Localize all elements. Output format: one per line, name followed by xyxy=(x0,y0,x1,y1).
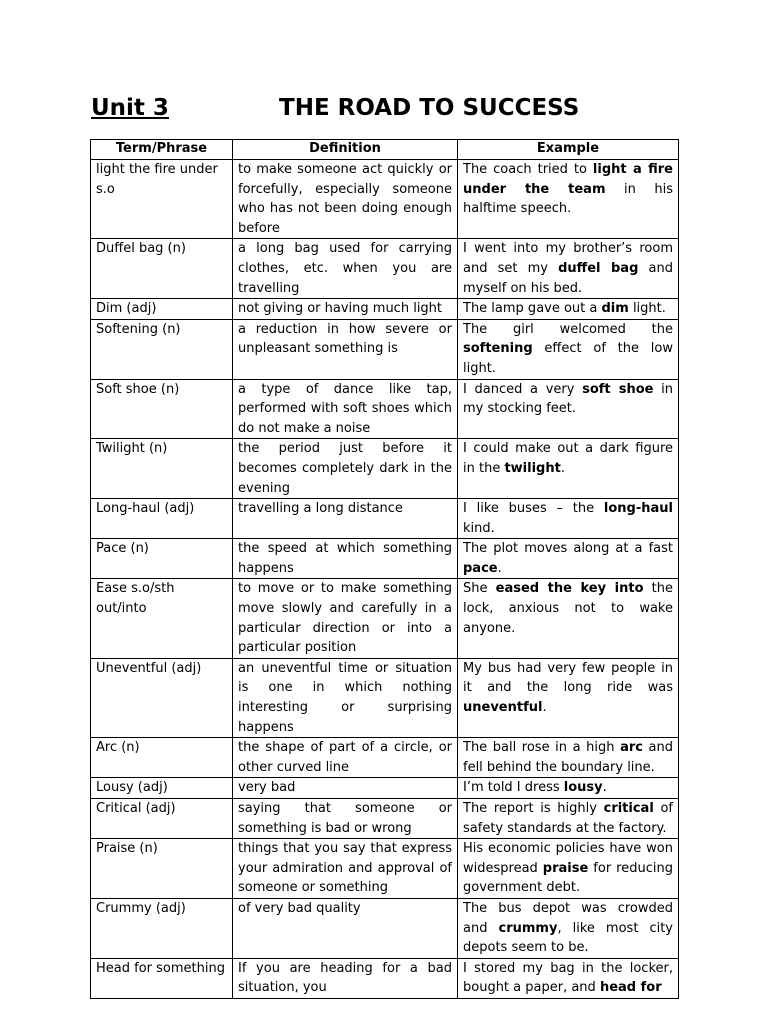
column-header-term: Term/Phrase xyxy=(91,140,233,160)
example-text: of safety standards at the factory. xyxy=(463,801,673,836)
table-row xyxy=(91,499,679,539)
example-text: and fell behind the boundary line. xyxy=(463,740,674,775)
example-cell xyxy=(458,499,679,539)
example-text: the lock, anxious not to wake anyone. xyxy=(463,581,673,636)
term-cell: light the fire under s.o xyxy=(91,160,233,239)
table-header-row xyxy=(91,140,679,160)
example-text: I went into my brother’s room and set my xyxy=(463,241,673,276)
example-cell xyxy=(458,839,679,899)
example-text: . xyxy=(560,460,565,476)
page-header xyxy=(91,95,691,125)
table-row xyxy=(91,579,679,658)
example-text: for reducing government debt. xyxy=(463,860,673,896)
example-cell xyxy=(458,239,679,299)
term-cell: Ease s.o/sth out/into xyxy=(91,579,233,658)
term-cell: Soft shoe (n) xyxy=(91,379,233,439)
table-row xyxy=(91,958,679,998)
table-row xyxy=(91,658,679,737)
example-keyword: softening xyxy=(463,341,533,357)
example-cell xyxy=(458,799,679,839)
table-row xyxy=(91,379,679,439)
example-text: The plot moves along at a fast xyxy=(463,541,673,557)
table-row xyxy=(91,738,679,778)
example-keyword: twilight xyxy=(504,460,561,476)
example-text: The girl welcomed the xyxy=(463,321,673,337)
definition-cell: the shape of part of a circle, or other curved line xyxy=(233,738,458,778)
unit-label: Unit 3 xyxy=(91,95,169,121)
example-text: in my stocking feet. xyxy=(463,381,673,417)
example-cell xyxy=(458,898,679,958)
definition-cell: to move or to make something move slowly and carefully in a particular direction or into a particular position xyxy=(233,579,458,658)
definition-cell: an uneventful time or situation is one in which nothing interesting or surprising happens xyxy=(233,658,458,737)
example-cell xyxy=(458,319,679,379)
table-body xyxy=(91,160,679,999)
example-text: The coach tried to xyxy=(463,162,593,177)
example-text: The ball rose in a high xyxy=(463,740,621,756)
term-cell: Crummy (adj) xyxy=(91,898,233,958)
example-text: I like buses – the xyxy=(463,501,604,517)
example-cell xyxy=(458,658,679,737)
example-text: , like most city depots seem to be. xyxy=(463,920,674,956)
vocabulary-table xyxy=(90,139,679,999)
definition-cell: very bad xyxy=(233,778,458,799)
example-keyword: eased the key into xyxy=(495,581,644,597)
term-cell: Dim (adj) xyxy=(91,299,233,320)
table-row xyxy=(91,439,679,499)
definition-cell: of very bad quality xyxy=(233,898,458,958)
example-text: I danced a very xyxy=(463,381,583,397)
example-cell xyxy=(458,379,679,439)
example-text: The bus depot was crowded and xyxy=(463,900,673,936)
term-cell: Twilight (n) xyxy=(91,439,233,499)
column-header-definition: Definition xyxy=(233,140,458,160)
example-text: . xyxy=(602,780,607,796)
table-row xyxy=(91,539,679,579)
example-cell xyxy=(458,579,679,658)
table-row xyxy=(91,839,679,899)
term-cell: Arc (n) xyxy=(91,738,233,778)
page-title: THE ROAD TO SUCCESS xyxy=(279,95,580,121)
table-row xyxy=(91,160,679,239)
example-keyword: lousy xyxy=(563,780,603,796)
example-keyword: uneventful xyxy=(463,700,543,716)
example-text: and myself on his bed. xyxy=(463,260,673,296)
example-keyword: soft shoe xyxy=(582,381,654,397)
example-keyword: light a fire under the team xyxy=(463,162,673,197)
term-cell: Uneventful (adj) xyxy=(91,658,233,737)
column-header-example: Example xyxy=(458,140,679,160)
term-cell: Softening (n) xyxy=(91,319,233,379)
table-row xyxy=(91,239,679,299)
example-text: She xyxy=(463,581,496,597)
example-cell xyxy=(458,778,679,799)
example-text: I stored my bag in the locker, bought a paper, and xyxy=(463,960,673,996)
example-text: light. xyxy=(628,301,666,317)
term-cell: Praise (n) xyxy=(91,839,233,899)
definition-cell: the period just before it becomes completely dark in the evening xyxy=(233,439,458,499)
example-cell xyxy=(458,539,679,579)
example-cell xyxy=(458,160,679,239)
example-keyword: duffel bag xyxy=(558,260,639,276)
term-cell: Duffel bag (n) xyxy=(91,239,233,299)
example-cell xyxy=(458,299,679,320)
definition-cell: a long bag used for carrying clothes, etc. when you are travelling xyxy=(233,239,458,299)
example-text: I’m told I dress xyxy=(463,780,564,796)
example-cell xyxy=(458,738,679,778)
example-cell xyxy=(458,439,679,499)
example-text: in his halftime speech. xyxy=(463,181,673,217)
example-text: effect of the low light. xyxy=(463,341,673,376)
example-keyword: head for xyxy=(599,980,662,996)
definition-cell: travelling a long distance xyxy=(233,499,458,539)
example-text: kind. xyxy=(463,520,495,536)
example-text: The report is highly xyxy=(463,801,604,816)
definition-cell: saying that someone or something is bad or wrong xyxy=(233,799,458,839)
definition-cell: a type of dance like tap, performed with soft shoes which do not make a noise xyxy=(233,379,458,439)
example-text: The lamp gave out a xyxy=(463,301,602,317)
definition-cell: things that you say that express your admiration and approval of someone or something xyxy=(233,839,458,899)
example-keyword: pace xyxy=(463,560,498,576)
example-text: His economic policies have won widespread xyxy=(463,841,673,876)
term-cell: Head for something xyxy=(91,958,233,998)
definition-cell: If you are heading for a bad situation, you xyxy=(233,958,458,998)
example-keyword: critical xyxy=(603,801,654,816)
definition-cell: a reduction in how severe or unpleasant something is xyxy=(233,319,458,379)
table-row xyxy=(91,898,679,958)
example-keyword: long-haul xyxy=(603,501,673,517)
example-keyword: crummy xyxy=(498,920,558,936)
table-row xyxy=(91,299,679,320)
example-keyword: dim xyxy=(601,301,629,317)
term-cell: Long-haul (adj) xyxy=(91,499,233,539)
example-keyword: praise xyxy=(542,860,589,876)
example-keyword: arc xyxy=(620,740,643,756)
table-row xyxy=(91,319,679,379)
term-cell: Lousy (adj) xyxy=(91,778,233,799)
example-text: I could make out a dark figure in the xyxy=(463,441,673,476)
table-row xyxy=(91,799,679,839)
table-row xyxy=(91,778,679,799)
definition-cell: to make someone act quickly or forcefully, especially someone who has not been doing enough before xyxy=(233,160,458,239)
example-cell xyxy=(458,958,679,998)
example-text: . xyxy=(542,700,547,716)
definition-cell: the speed at which something happens xyxy=(233,539,458,579)
term-cell: Pace (n) xyxy=(91,539,233,579)
definition-cell: not giving or having much light xyxy=(233,299,458,320)
example-text: . xyxy=(497,560,502,576)
example-text: My bus had very few people in it and the long ride was xyxy=(463,660,673,696)
term-cell: Critical (adj) xyxy=(91,799,233,839)
